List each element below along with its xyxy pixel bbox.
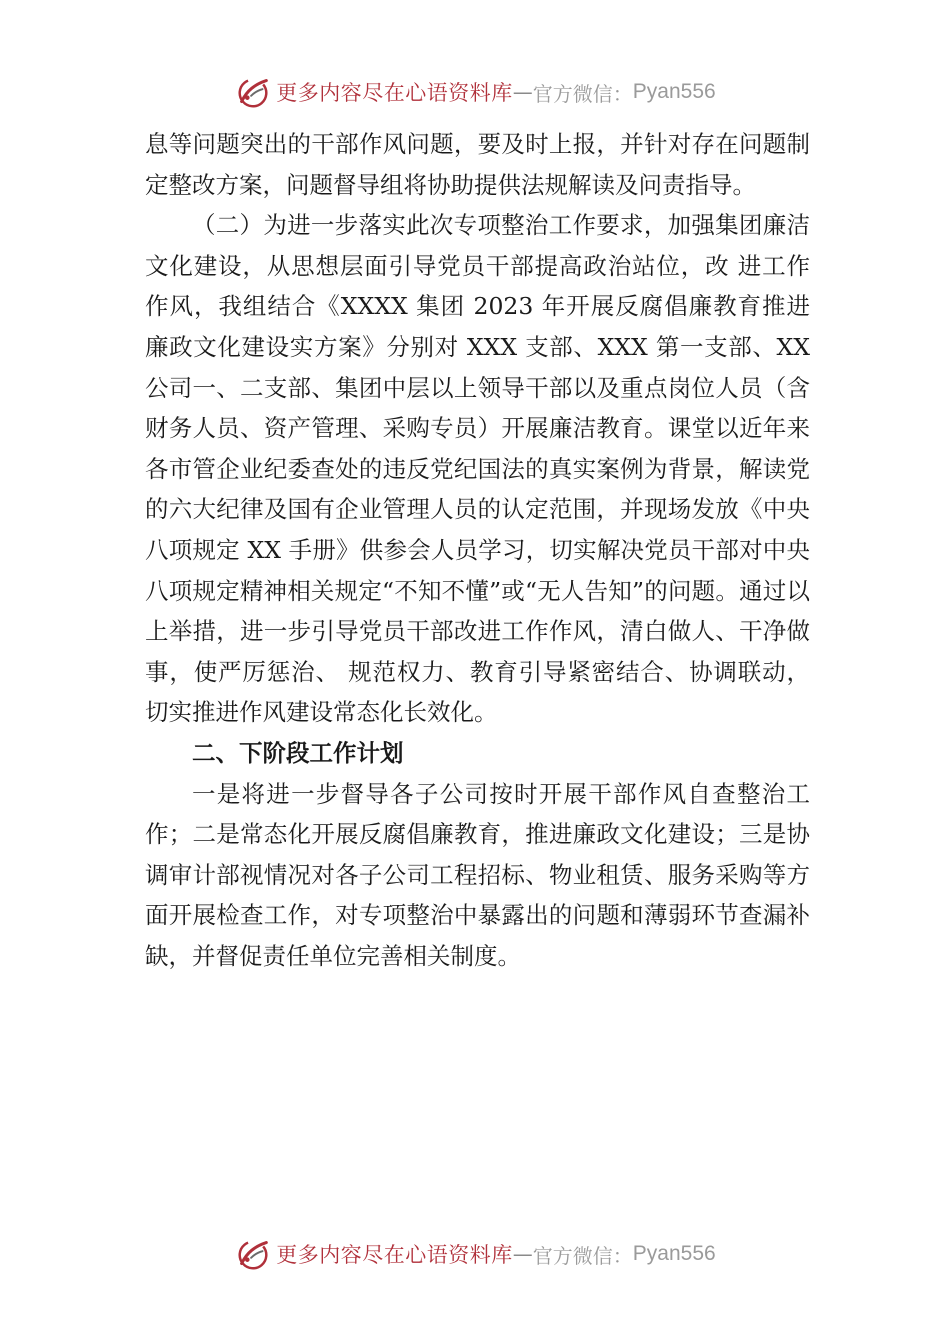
- section-heading: 二、下阶段工作计划: [192, 738, 404, 767]
- banner-wechat-id: Pyan556: [632, 1242, 716, 1265]
- brush-logo-icon: [234, 73, 272, 111]
- banner-wechat-label: 官方微信：: [532, 81, 633, 106]
- header-banner: [0, 70, 950, 114]
- paragraph-continuation: 息等问题突出的干部作风问题，要及时上报，并针对存在问题制定整改方案，问题督导组将协助提供法规解读及问责指导。: [145, 130, 810, 199]
- banner-title: 更多内容尽在心语资料库: [276, 1243, 513, 1267]
- banner-title: 更多内容尽在心语资料库: [276, 81, 513, 105]
- banner-separator: —: [512, 1242, 533, 1266]
- banner-wechat-label: 官方微信：: [532, 1243, 633, 1268]
- paragraph-item-two: （二）为进一步落实此次专项整治工作要求，加强集团廉洁文化建设，从思想层面引导党员干部提高政治站位，改 进工作作风，我组结合《XXXX 集团 2023 年开展反腐倡廉教育推进廉政文化建设实方案》分别对 XXX 支部、XXX 第一支部、XX 公司一、二支部、集团中层以上领导干部以及重点岗位人员（含财务人员、资产管理、采购专员）开展廉洁教育。课堂以近年来各市管企业纪委查处的违反党纪国法的真实案例为背景，解读党的六大纪律及国有企业管理人员的认定范围，并现场发放《中央八项规定 XX 手册》供参会人员学习，切实解决党员干部对中央八项规定精神相关规定“不知不懂”或“无人告知”的问题。通过以上举措，进一步引导党员干部改进工作作风，清白做人、干净做事，使严厉惩治、 规范权力、教育引导紧密结合、协调联动，切实推进作风建设常态化长效化。: [145, 211, 810, 727]
- footer-banner: [0, 1232, 950, 1276]
- banner-wechat-id: Pyan556: [632, 80, 716, 103]
- brush-logo-icon: [234, 1235, 272, 1273]
- document-body: [145, 124, 810, 976]
- banner-separator: —: [512, 80, 533, 104]
- paragraph-work-plan: 一是将进一步督导各子公司按时开展干部作风自查整治工作；二是常态化开展反腐倡廉教育，推进廉政文化建设；三是协调审计部视情况对各子公司工程招标、物业租赁、服务采购等方面开展检查工作，对专项整治中暴露出的问题和薄弱环节查漏补缺，并督促责任单位完善相关制度。: [145, 779, 810, 970]
